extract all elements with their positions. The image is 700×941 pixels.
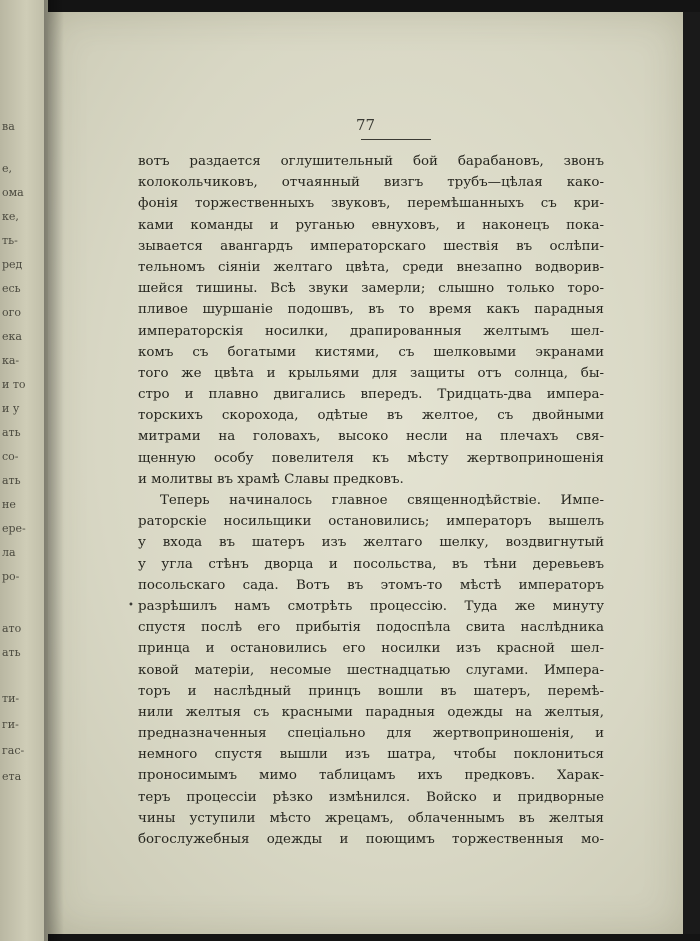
text-line: ками команды и руганью евнуховъ, и наконецъ пока- <box>138 217 604 233</box>
text-line: и молитвы въ храмѣ Славы предковъ. <box>138 471 404 487</box>
previous-page-fragment: ро- <box>2 570 20 583</box>
previous-page-fragment: ать <box>2 646 21 659</box>
previous-page-fragment: есь <box>2 282 21 295</box>
text-line: щенную особу повелителя къ мѣсту жертвоприношенія <box>138 450 604 466</box>
previous-page-fragment: ого <box>2 306 22 319</box>
text-line: шейся тишины. Всѣ звуки замерли; слышно только торо- <box>138 281 604 297</box>
text-line: того же цвѣта и крыльями для защиты отъ солнца, бы- <box>138 365 604 381</box>
text-line: тельномъ сіяніи желтаго цвѣта, среди внезапно водворив- <box>138 259 604 275</box>
previous-page-fragment: ть- <box>2 234 18 247</box>
previous-page-fragment: е, <box>2 162 13 175</box>
previous-page-fragment: ека <box>2 330 22 343</box>
previous-page-fragment: ги- <box>2 718 19 731</box>
previous-page-fragment: ред <box>2 258 23 271</box>
text-line: вотъ раздается оглушительный бой барабановъ, звонъ <box>138 154 604 169</box>
page-edge-shadow <box>683 12 700 934</box>
previous-page-fragment: гас- <box>2 744 25 757</box>
previous-page-fragment: ать <box>2 426 21 439</box>
text-line: ковой матеріи, несомые шестнадцатью слугами. Импера- <box>138 662 604 678</box>
previous-page-fragment: и то <box>2 378 26 391</box>
text-line: теръ процессіи рѣзко измѣнился. Войско и придворные <box>138 789 604 805</box>
text-line: посольскаго сада. Вотъ въ этомъ-то мѣстѣ императоръ <box>138 577 604 593</box>
text-line: чины уступили мѣсто жрецамъ, облаченнымъ въ желтыя <box>138 810 604 826</box>
previous-page-fragment: ать <box>2 474 21 487</box>
previous-page-fragment: ома <box>2 186 24 199</box>
previous-page-fragment: ти- <box>2 692 20 705</box>
text-line: богослужебныя одежды и поющимъ торжественныя мо- <box>138 832 604 847</box>
text-line: принца и остановились его носилки изъ красной шел- <box>138 641 604 657</box>
text-line: спустя послѣ его прибытія подоспѣла свита наслѣдника <box>138 620 604 636</box>
previous-page-fragment: ка- <box>2 354 20 367</box>
previous-page-fragment: ва <box>2 120 15 133</box>
text-line: раторскіе носильщики остановились; императоръ вышелъ <box>138 514 604 530</box>
previous-page-fragment: ато <box>2 622 22 635</box>
previous-page-fragment: ета <box>2 770 22 783</box>
text-line: императорскія носилки, драпированныя желтымъ шел- <box>138 323 604 339</box>
book-page <box>48 12 683 934</box>
text-line: нили желтыя съ красными парадныя одежды на желтыя, <box>138 704 604 720</box>
text-line: торскихъ скорохода, одѣтые въ желтое, съ двойными <box>138 408 604 424</box>
book-gutter-shadow <box>44 0 64 941</box>
text-line: митрами на головахъ, высоко несли на плечахъ свя- <box>138 429 604 445</box>
text-line: фонія торжественныхъ звуковъ, перемѣшанныхъ съ кри- <box>138 196 604 212</box>
text-line: немного спустя вышли изъ шатра, чтобы поклониться <box>138 747 604 763</box>
text-line: разрѣшилъ намъ смотрѣть процессію. Туда же минуту <box>138 598 604 614</box>
previous-page-fragment: со- <box>2 450 19 463</box>
text-line: торъ и наслѣдный принцъ вошли въ шатеръ, перемѣ- <box>138 683 604 699</box>
text-line: у входа въ шатеръ изъ желтаго шелку, воздвигнутый <box>138 535 604 551</box>
previous-page-fragment: ла <box>2 546 16 559</box>
text-line: стро и плавно двигались впередъ. Тридцать-два импера- <box>138 387 604 403</box>
text-line: предназначенныя спеціально для жертвоприношенія, и <box>138 726 604 742</box>
text-line: зывается авангардъ императорскаго шествія въ ослѣпи- <box>138 238 604 254</box>
text-line: пливое шуршаніе подошвъ, въ то время какъ парадныя <box>138 302 604 318</box>
previous-page-fragment: ке, <box>2 210 19 223</box>
page-number-rule <box>361 139 431 140</box>
text-line: Теперь начиналось главное священнодѣйствіе. Импе- <box>160 493 604 508</box>
text-line: комъ съ богатыми кистями, съ шелковыми экранами <box>138 344 604 360</box>
page-number: 77 <box>355 116 376 134</box>
previous-page-fragment: не <box>2 498 16 511</box>
margin-mark: • <box>128 600 134 611</box>
previous-page-fragment: ере- <box>2 522 26 535</box>
text-line: колокольчиковъ, отчаянный визгъ трубъ—цѣлая како- <box>138 175 604 191</box>
body-text <box>138 151 604 850</box>
text-line: проносимымъ мимо таблицамъ ихъ предковъ. Харак- <box>138 768 604 784</box>
previous-page-edge <box>0 0 48 941</box>
previous-page-fragment: и у <box>2 402 20 415</box>
text-line: у угла стѣнъ дворца и посольства, въ тѣни деревьевъ <box>138 556 604 572</box>
